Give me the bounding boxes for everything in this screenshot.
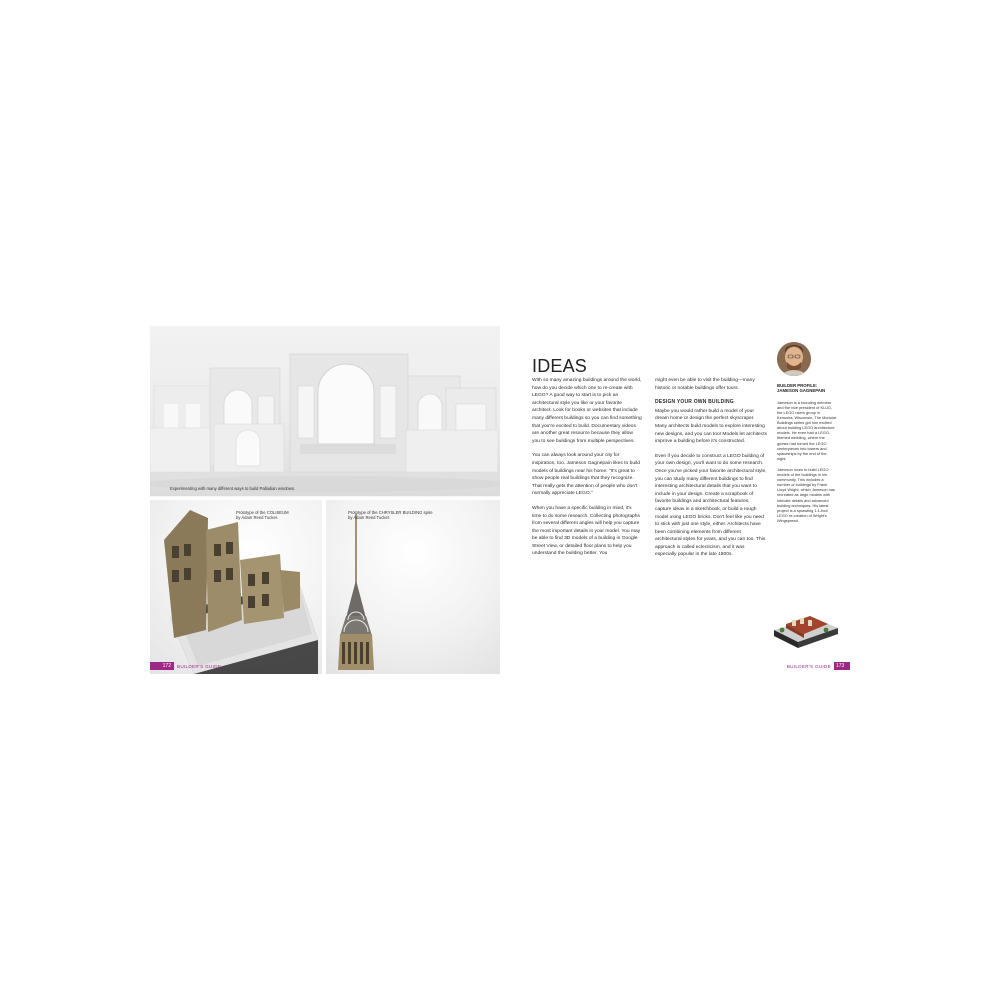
right-page [508, 326, 850, 674]
avatar [777, 342, 811, 376]
paragraph: Maybe you would rather build a model of your dream home or design the perfect skyscraper. Many architects build models to explore interesting new designs, and you can too! Models let architects improve a building before it's constructed. [655, 408, 768, 445]
wingspread-model-photo [770, 594, 840, 650]
page-number-right: 173 [834, 662, 850, 670]
palladian-windows-photo [150, 326, 500, 496]
chrysler-caption-line1: Prototype of the CHRYSLER BUILDING spire [348, 510, 433, 515]
right-footer [787, 662, 850, 670]
sidebar-title-line2: JAMESON GAGNEPAIN [777, 388, 826, 394]
palladian-caption: Experimenting with many different ways to build Palladian windows. [170, 486, 296, 491]
coliseum-caption [236, 510, 289, 521]
text-column-1 [532, 377, 642, 565]
sidebar-paragraph: Jameson is a founding member and the vice president of KLUG, the LEGO users group in Kenosha, Wisconsin. The Modular Buildings series got him excited about building LEGO architecture models. He even had a LEGO-themed wedding, where the guests had turned the LEGO centerpieces into towers and spaceships by the end of the night. [777, 399, 837, 461]
paragraph: When you have a specific building in mind, it's time to do some research. Collecting photographs from several different angles will help you capture the most important details in your model. You may be able to find 3D models of a building in Google Street View, or detailed floor plans to help you understand the building better. You [532, 505, 641, 557]
coliseum-photo [150, 500, 322, 674]
page-heading: IDEAS [532, 356, 588, 377]
chrysler-caption [348, 510, 433, 521]
builder-profile-sidebar [771, 342, 839, 529]
book-spread [150, 326, 850, 674]
paragraph: might even be able to visit the building—many historic or notable buildings offer tours. [655, 378, 755, 391]
section-subheading: DESIGN YOUR OWN BUILDING [655, 399, 734, 406]
footer-label-right: BUILDER'S GUIDE [786, 663, 831, 669]
sidebar-title [777, 383, 839, 394]
coliseum-caption-line1: Prototype of the COLISEUM [236, 510, 289, 515]
paragraph: With so many amazing buildings around the world, how do you decide which one to re-create with LEGO? A good way to start is to pick an architectural style you like or your favorite architect. Look for books or websites that include many different buildings so you can find something that you're excited to build. Documentary videos are another great resource because they allow you to see buildings from multiple perspectives. [532, 378, 642, 444]
sidebar-title-line1: BUILDER PROFILE: [777, 383, 818, 388]
page-number-left: 172 [150, 662, 174, 670]
chrysler-photo [326, 500, 500, 674]
sidebar-body [777, 400, 837, 523]
coliseum-caption-line2: by Adam Reed Tucker. [236, 515, 279, 521]
left-page [150, 326, 500, 674]
left-footer [150, 662, 221, 670]
paragraph: Even if you decide to construct a LEGO building of your own design, you'll want to do some research. Once you've picked your favorite architectural style, you can study many different buildings to find interesting architectural details that you want to include in your design. Create a scrapbook of favorite buildings and architectural features, capture ideas in a sketchbook, or build a rough model using LEGO bricks. Don't feel like you need to stick with just one style, either. Architects have been combining elements from different architectural styles for years, and you can too. This approach is called eclecticism, and it was especially popular in the late 1800s. [655, 453, 767, 558]
chrysler-caption-line2: by Adam Reed Tucker. [348, 515, 391, 521]
text-column-2 [655, 377, 767, 566]
paragraph: You can always look around your city for inspiration, too. Jameson Gagnepain likes to build models of buildings near his home: "It's great to show people real buildings that they recognize. That really gets the attention of people who don't normally appreciate LEGO." [532, 453, 640, 497]
footer-label-left: BUILDER'S GUIDE [177, 663, 222, 669]
sidebar-paragraph: Jameson loves to build LEGO models of the buildings in his community. This includes a number of buildings by Frank Lloyd Wright, which Jameson has recreated as large models with intricate details and advanced building techniques. His latest project is a sprawling 1:1-foot LEGO re-creation of Wright's Wingspread. [777, 466, 835, 523]
